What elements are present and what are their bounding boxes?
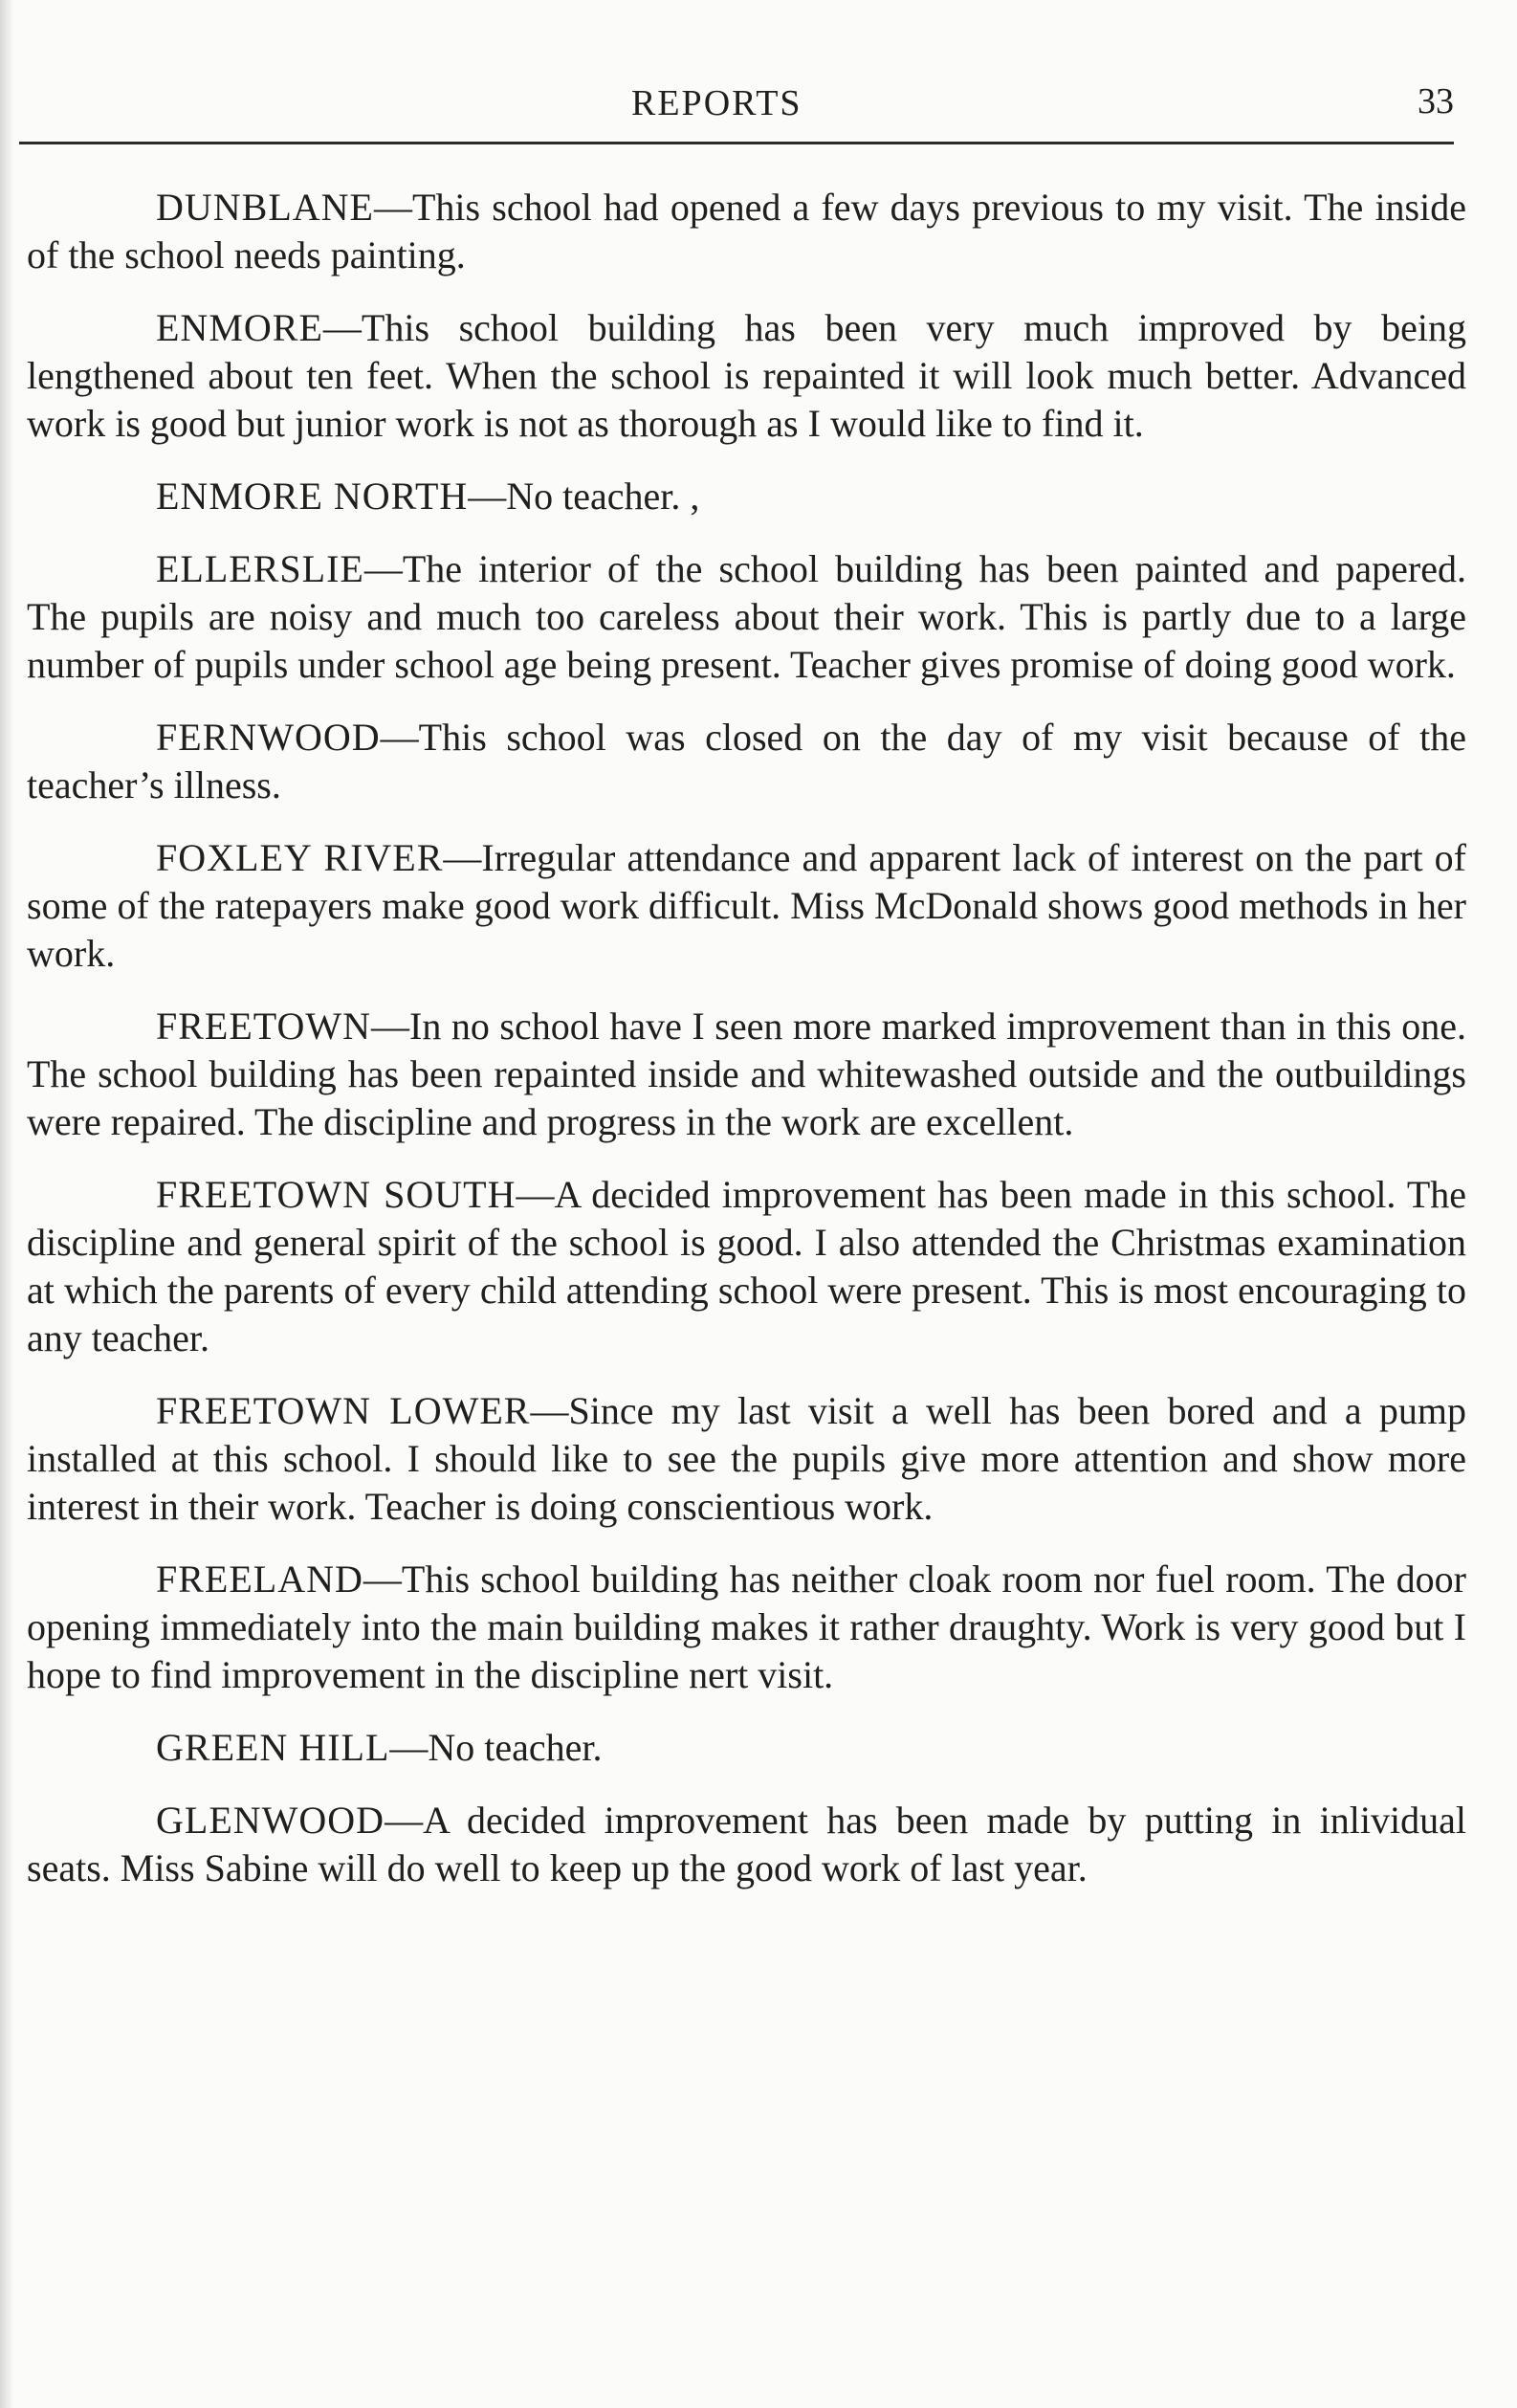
report-paragraph	[27, 1387, 1466, 1531]
report-text: —The interior of the school building has been painted and papered. The pupils are noisy and much too careless about their work. This is partly due to a large number of pupils under school age being present. Teacher gives promise of doing good work.	[27, 547, 1466, 686]
school-name: FREETOWN SOUTH	[156, 1173, 517, 1216]
report-text: —This school was closed on the day of my visit because of the teacher’s illness.	[27, 716, 1466, 806]
school-name: FREELAND	[156, 1557, 363, 1601]
report-paragraph	[27, 1556, 1466, 1699]
report-text: —This school building has been very much improved by being lengthened about ten feet. When the school is repainted it will look much better. Advanced work is good but junior work is not as thorough as I would like to find it.	[27, 306, 1466, 445]
report-paragraph	[27, 545, 1466, 689]
report-paragraph	[27, 1724, 1466, 1772]
report-text: —This school had opened a few days previous to my visit. The inside of the school needs painting.	[27, 186, 1466, 276]
school-name: ELLERSLIE	[156, 547, 364, 590]
running-header	[19, 77, 1454, 134]
report-paragraph	[27, 714, 1466, 809]
school-name: FREETOWN	[156, 1005, 372, 1048]
report-text: —Irregular attendance and apparent lack of interest on the part of some of the ratepayers make good work difficult. Miss McDonald shows good methods in her work.	[27, 836, 1466, 975]
report-paragraph	[27, 834, 1466, 978]
report-paragraph	[27, 473, 1466, 520]
report-text: —This school building has neither cloak room nor fuel room. The door opening immediately into the main building makes it rather draughty. Work is very good but I hope to find improvement in the discipline nert visit.	[27, 1557, 1466, 1696]
school-name: DUNBLANE	[156, 186, 374, 229]
page-number: 33	[1418, 81, 1454, 122]
report-text: —A decided improvement has been made by putting in inlividual seats. Miss Sabine will do well to keep up the good work of last year.	[27, 1799, 1466, 1889]
report-text: —Since my last visit a well has been bored and a pump installed at this school. I should like to see the pupils give more attention and show more interest in their work. Teacher is doing conscientious work.	[27, 1389, 1467, 1528]
school-name: FREETOWN LOWER	[156, 1389, 531, 1432]
school-name: FERNWOOD	[156, 716, 381, 759]
report-text: —No teacher. ,	[468, 475, 700, 518]
report-paragraph	[27, 1003, 1466, 1146]
school-name: GLENWOOD	[156, 1799, 385, 1842]
report-paragraph	[27, 1797, 1466, 1892]
school-name: GREEN HILL	[156, 1726, 390, 1769]
report-text: —In no school have I seen more marked improvement than in this one. The school building has been repainted inside and whitewashed outside and the outbuildings were repaired. The discipline and progress in the work are excellent.	[27, 1005, 1466, 1143]
page-edge-shadow	[0, 0, 13, 2408]
report-body	[27, 184, 1466, 1917]
report-paragraph	[27, 1171, 1466, 1362]
running-title: REPORTS	[631, 83, 802, 123]
report-text: —No teacher.	[389, 1726, 603, 1769]
school-name: FOXLEY RIVER	[156, 836, 444, 879]
report-paragraph	[27, 184, 1466, 279]
school-name: ENMORE	[156, 306, 323, 349]
report-paragraph	[27, 304, 1466, 448]
report-text: —A decided improvement has been made in this school. The discipline and general spirit of the school is good. I also attended the Christmas examination at which the parents of every child attending school were present. This is most encouraging to any teacher.	[27, 1173, 1467, 1359]
school-name: ENMORE NORTH	[156, 475, 469, 518]
header-rule	[19, 142, 1454, 144]
